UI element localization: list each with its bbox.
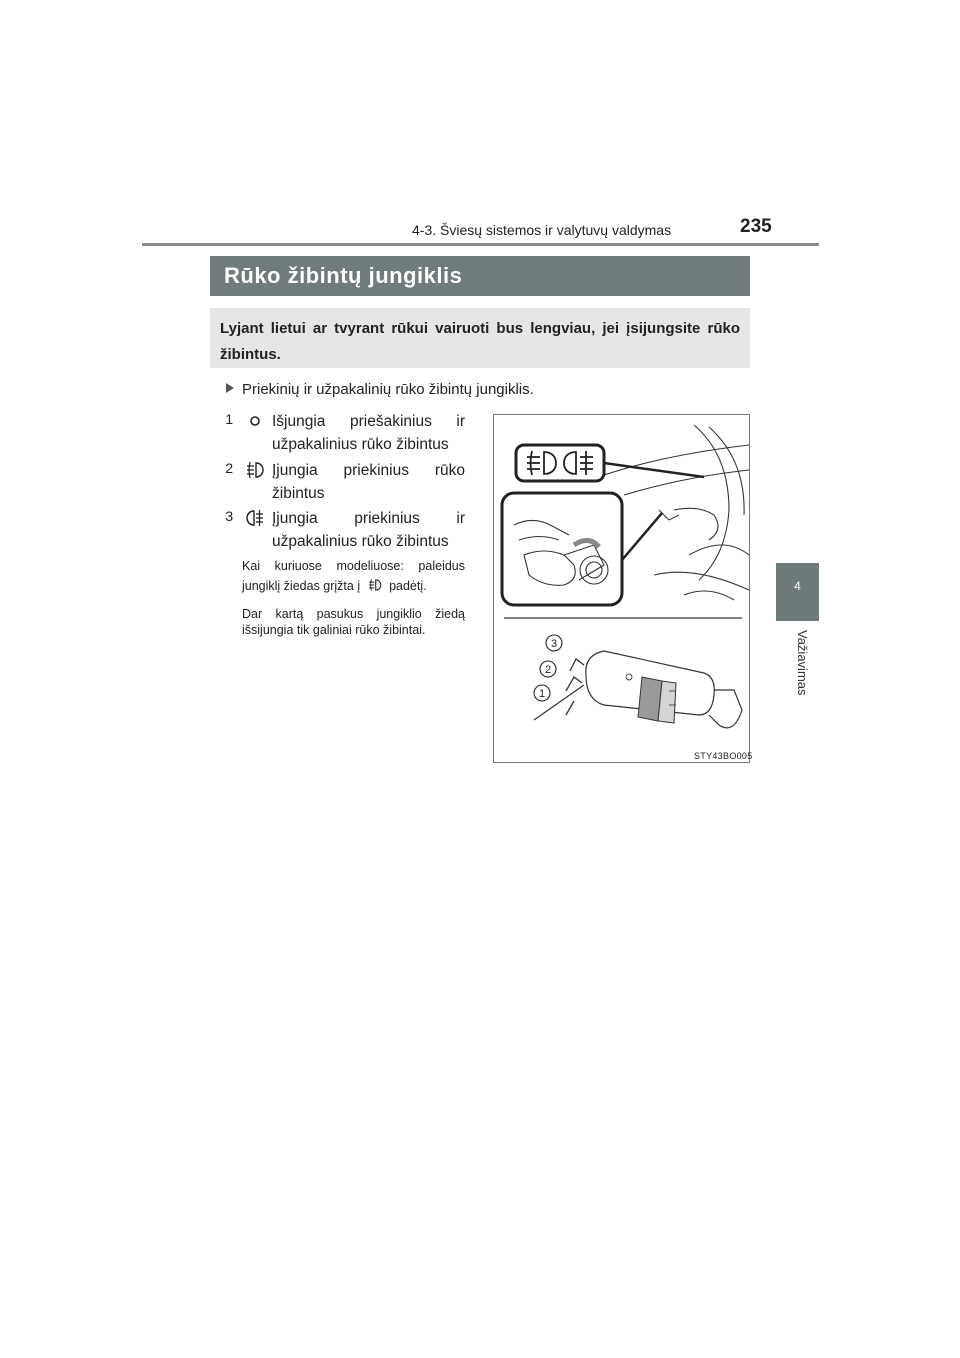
item-text-2: Įjungia priekinius rūko žibintus bbox=[272, 462, 465, 502]
item-text-3: Įjungia priekinius ir užpakalinius rūko žibintus bbox=[272, 510, 465, 550]
callout-3: 3 bbox=[550, 638, 558, 650]
intro-box bbox=[210, 308, 750, 368]
item-text-1: Išjungia priešakinius ir užpakalinius rūko žibintus bbox=[272, 413, 465, 453]
item-number-1: 1 bbox=[225, 411, 233, 428]
front-fog-light-icon bbox=[244, 459, 266, 481]
note-rear-only: Dar kartą pasukus jungiklio žiedą išsijungia tik galiniai rūko žibintai. bbox=[242, 607, 465, 637]
fog-light-switch-illustration bbox=[493, 414, 750, 763]
header-divider bbox=[142, 243, 819, 246]
section-title: Rūko žibintų jungiklis bbox=[210, 256, 750, 296]
figure-code: STY43BO005 bbox=[694, 751, 753, 761]
callout-1: 1 bbox=[538, 688, 546, 700]
item-number-2: 2 bbox=[225, 460, 233, 477]
front-fog-light-inline-icon bbox=[367, 577, 383, 593]
note-1-suffix: padėtį. bbox=[389, 579, 427, 593]
note-return-position bbox=[242, 556, 465, 596]
note-1-text: Kai kuriuose modeliuose: paleidus jungiklį žiedas grįžta į bbox=[242, 559, 465, 593]
page-number: 235 bbox=[740, 216, 772, 237]
bullet-text: Priekinių ir užpakalinių rūko žibintų jungiklis. bbox=[242, 381, 534, 398]
intro-text: Lyjant lietui ar tvyrant rūkui vairuoti bus lengviau, jei įsijungsite rūko žibintus. bbox=[220, 320, 740, 363]
item-number-3: 3 bbox=[225, 508, 233, 525]
chapter-tab: 4 bbox=[776, 563, 819, 621]
illustration-drawing bbox=[494, 415, 749, 762]
off-circle-icon bbox=[244, 410, 266, 432]
running-header-title: 4-3. Šviesų sistemos ir valytuvų valdymas bbox=[412, 222, 672, 238]
chapter-label: Važiavimas bbox=[795, 630, 810, 696]
rear-fog-light-icon bbox=[244, 507, 266, 529]
bullet-heading bbox=[226, 381, 534, 398]
triangle-bullet-icon bbox=[226, 383, 234, 393]
callout-2: 2 bbox=[544, 664, 552, 676]
